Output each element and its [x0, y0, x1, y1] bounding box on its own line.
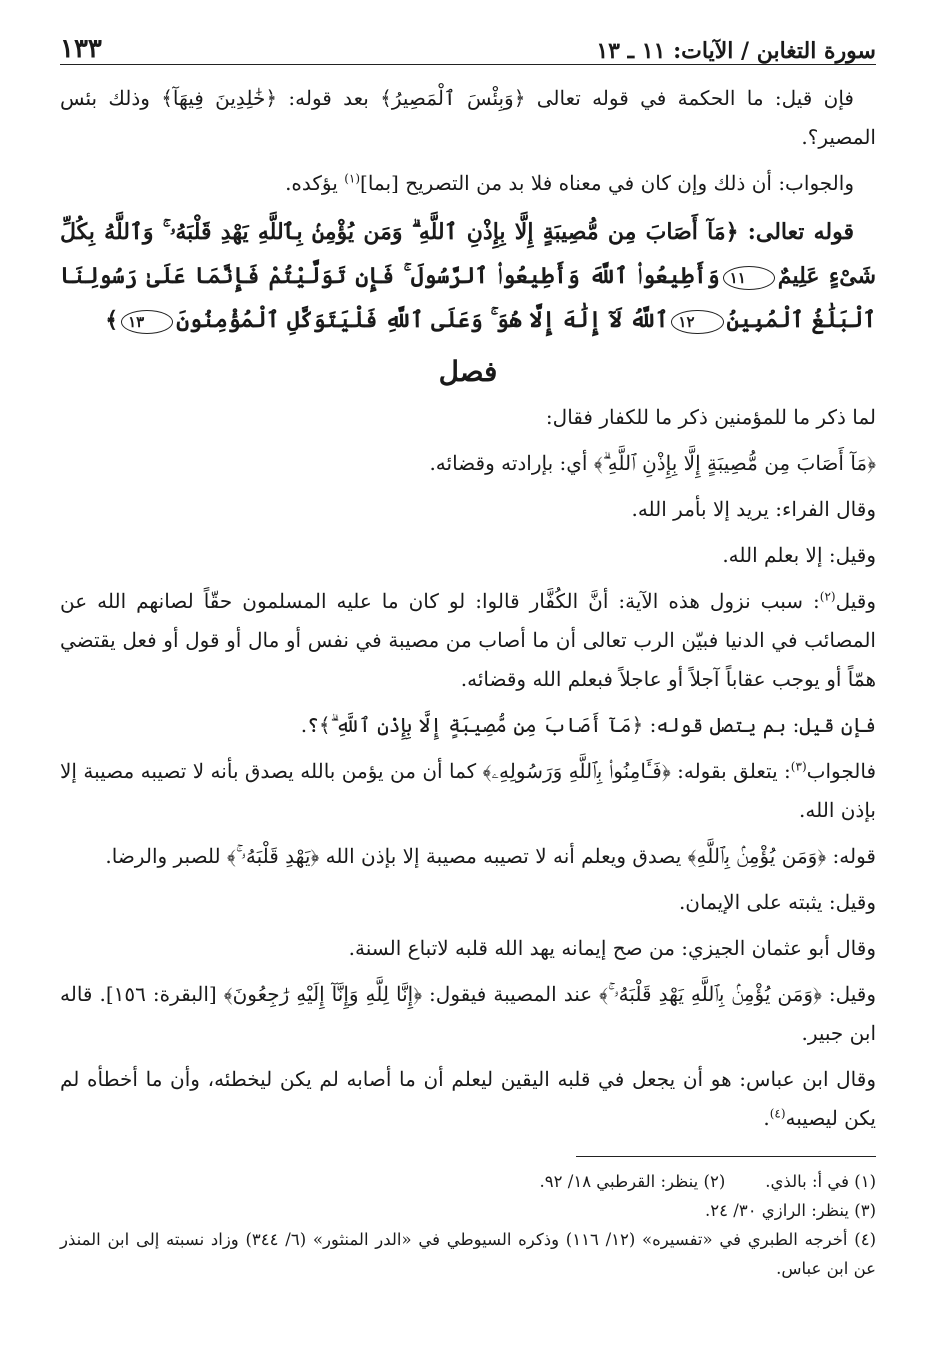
- paragraph-revelation-cause: [60, 582, 876, 699]
- main-text: [60, 79, 876, 1138]
- paragraph: وقال أبو عثمان الجيزي: من صح إيمانه يهد الله قلبه لاتباع السنة.: [348, 936, 876, 960]
- paragraph: لما ذكر ما للمؤمنين ذكر ما للكفار فقال:: [545, 405, 876, 429]
- running-header: [60, 24, 876, 65]
- verse-number-13: ١٣: [121, 310, 173, 334]
- paragraph: وقيل: يثبته على الإيمان.: [678, 890, 876, 914]
- book-page: [60, 24, 876, 1283]
- quran-verses: [60, 210, 876, 342]
- footnote-row: [60, 1167, 876, 1196]
- paragraph-text: : يتعلق بقوله: ﴿فَـَٔامِنُوا۟ بِٱللَّهِ وَرَسُولِهِۦ﴾ كما أن من يؤمن بالله يصدق بأنه لا تصيبه مصيبة إلا بإذن الله.: [60, 759, 876, 822]
- paragraph-start: فالجواب: [806, 759, 876, 783]
- paragraph-answer: [60, 164, 876, 203]
- quran-close-bracket: ﴾: [105, 307, 119, 333]
- answer-end: يؤكده.: [285, 171, 345, 195]
- footnote-divider: [576, 1156, 876, 1157]
- page-number: ١٣٣: [60, 34, 102, 64]
- paragraph: وقيل: ﴿وَمَن يُؤْمِنۢ بِٱللَّهِ يَهْدِ قَلْبَهُۥ ۚ﴾ عند المصيبة فيقول: ﴿إِنَّا لِلَّهِ وَإِنَّآ إِلَيْهِ رَٰجِعُونَ﴾ [البقرة: ١٥٦]. قاله ابن جبير.: [60, 982, 876, 1045]
- footnote-4: (٤) أخرجه الطبري في «تفسيره» (١٢/ ١١٦) وذكره السيوطي في «الدر المنثور» (٦/ ٣٤٤) وزاد نسبته إلى ابن المنذر عن ابن عباس.: [60, 1230, 876, 1278]
- footnote-3: (٣) ينظر: الرازي ٣٠/ ٢٤.: [705, 1201, 876, 1220]
- paragraph: وقال الفراء: يريد إلا بأمر الله.: [631, 497, 876, 521]
- paragraph: وقيل: إلا بعلم الله.: [722, 543, 876, 567]
- paragraph: قوله: ﴿وَمَن يُؤْمِنۢ بِٱللَّهِ﴾ يصدق ويعلم أنه لا تصيبه مصيبة إلا بإذن الله ﴿يَهْدِ قَلْبَهُۥ ۚ﴾ للصبر والرضا.: [105, 844, 876, 868]
- paragraph-end: .: [763, 1106, 770, 1130]
- paragraph-text: وقال ابن عباس: هو أن يجعل في قلبه اليقين ليعلم أن ما أصابه لم يكن ليخطئه، وأن ما أخطأه لم يكن ليصيبه: [60, 1067, 876, 1130]
- footnotes: [60, 1156, 876, 1283]
- paragraph-answer-2: [60, 752, 876, 830]
- quran-verse-12: وَأَطِيعُوا۟ ٱللَّهَ وَأَطِيعُوا۟ ٱلرَّسُولَ ۚ فَإِن تَوَلَّيْتُمْ فَإِنَّمَا عَلَىٰ رَسُولِنَا ٱلْبَلَٰغُ ٱلْمُبِينُ: [60, 263, 876, 333]
- quran-verse-11: ﴿مَآ أَصَابَ مِن مُّصِيبَةٍ إِلَّا بِإِذْنِ ٱللَّهِ ۗ وَمَن يُؤْمِنۢ بِٱللَّهِ يَهْدِ قَلْبَهُۥ ۚ وَٱللَّهُ بِكُلِّ شَىْءٍ عَلِيمٌ: [60, 219, 876, 289]
- paragraph: ﴿مَآ أَصَابَ مِن مُّصِيبَةٍ إِلَّا بِإِذْنِ ٱللَّهِ ۗ﴾ أي: بإرادته وقضائه.: [429, 451, 876, 475]
- section-heading: فصل: [438, 355, 498, 388]
- footnote-1: (١) في أ: بالذي.: [765, 1172, 876, 1191]
- footnote-ref-3[interactable]: (٣): [790, 759, 807, 774]
- header-title: سورة التغابن / الآيات: ١١ ـ ١٣: [596, 38, 876, 64]
- paragraph-text: : سبب نزول هذه الآية: أنَّ الكُفَّار قالوا: لو كان ما عليه المسلمون حقّاً لصانهم الله عن المصائب في الدنيا فبيّن الرب تعالى أن ما أصاب من مصيبة في نفس أو مال أو قول أو فعل يقتضي همّاً أو يوجب عقاباً آجلاً أو عاجلاً فبعلم الله وقضائه.: [60, 589, 876, 691]
- quran-verse-13: ٱللَّهُ لَآ إِلَٰهَ إِلَّا هُوَ ۚ وَعَلَى ٱللَّهِ فَلْيَتَوَكَّلِ ٱلْمُؤْمِنُونَ: [176, 307, 669, 333]
- answer-text: والجواب: أن ذلك وإن كان في معناه فلا بد من التصريح [بما]: [360, 171, 854, 195]
- quran-intro: قوله تعالى:: [738, 219, 854, 245]
- verse-number-12: ١٢: [671, 310, 723, 334]
- paragraph-ibn-abbas: [60, 1060, 876, 1138]
- footnote-2: (٢) ينظر: القرطبي ١٨/ ٩٢.: [539, 1172, 726, 1191]
- paragraph: فإن قيل: بم يتصل قوله: ﴿مَآ أَصَابَ مِن مُّصِيبَةٍ إِلَّا بِإِذْنِ ٱللَّهِ ۗ﴾؟.: [300, 713, 876, 737]
- footnote-ref-1[interactable]: (١): [344, 171, 361, 186]
- footnote-ref-4[interactable]: (٤): [769, 1106, 786, 1121]
- paragraph-question: فإن قيل: ما الحكمة في قوله تعالى ﴿وَبِئْسَ ٱلْمَصِيرُ﴾ بعد قوله: ﴿خَٰلِدِينَ فِيهَآ﴾ وذلك بئس المصير؟.: [60, 86, 876, 149]
- paragraph-start: وقيل: [835, 589, 876, 613]
- footnote-ref-2[interactable]: (٢): [819, 589, 836, 604]
- verse-number-11: ١١: [723, 266, 775, 290]
